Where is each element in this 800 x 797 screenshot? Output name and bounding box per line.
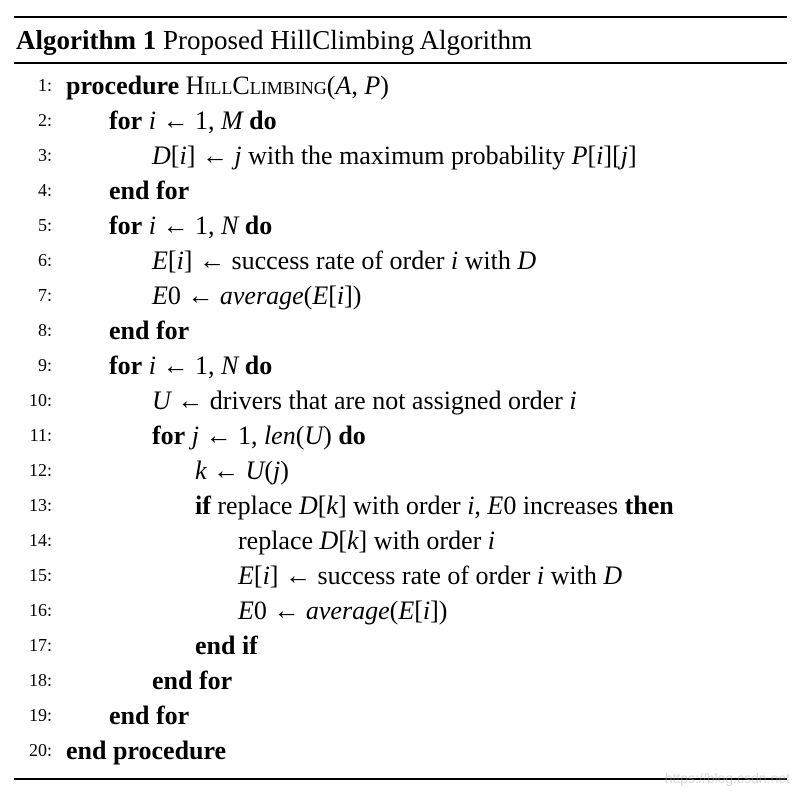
keyword: procedure bbox=[66, 71, 180, 100]
code-fragment: ] ← success rate of order bbox=[183, 246, 451, 275]
code-fragment: with bbox=[544, 561, 604, 590]
math-symbol: i bbox=[596, 141, 604, 170]
line-number: 12: bbox=[28, 460, 52, 480]
math-symbol: P bbox=[571, 141, 588, 170]
code-line bbox=[14, 593, 787, 628]
code-text bbox=[109, 103, 277, 138]
math-symbol: i bbox=[148, 351, 156, 380]
math-symbol: E bbox=[312, 281, 329, 310]
code-line bbox=[14, 698, 787, 733]
code-fragment: [ bbox=[170, 141, 180, 170]
code-text bbox=[238, 523, 495, 558]
keyword: if bbox=[195, 491, 211, 520]
line-number: 20: bbox=[28, 740, 52, 760]
code-text bbox=[195, 453, 289, 488]
math-symbol: i bbox=[467, 491, 475, 520]
line-number: 11: bbox=[29, 425, 52, 445]
code-text bbox=[109, 208, 272, 243]
math-symbol: average bbox=[219, 281, 304, 310]
math-symbol: U bbox=[304, 421, 324, 450]
caption-rule bbox=[14, 62, 787, 64]
code-fragment: ← 1, bbox=[155, 351, 221, 380]
math-symbol: i bbox=[148, 106, 156, 135]
code-text bbox=[152, 383, 577, 418]
code-fragment: replace bbox=[210, 491, 299, 520]
line-number: 18: bbox=[28, 670, 52, 690]
code-line bbox=[14, 383, 787, 418]
code-line bbox=[14, 488, 787, 523]
code-text bbox=[152, 663, 232, 698]
line-number: 2: bbox=[37, 110, 52, 130]
math-symbol: len bbox=[263, 421, 296, 450]
math-symbol: D bbox=[319, 526, 339, 555]
math-symbol: E bbox=[398, 596, 415, 625]
code-fragment: ( bbox=[326, 71, 336, 100]
code-fragment: , bbox=[474, 491, 488, 520]
code-fragment: ( bbox=[264, 456, 273, 485]
line-number: 1: bbox=[37, 75, 52, 95]
code-fragment: ] ← success rate of order bbox=[269, 561, 537, 590]
line-number: 17: bbox=[28, 635, 52, 655]
algorithm-title: Proposed HillClimbing Algorithm bbox=[162, 25, 533, 55]
watermark: https://blog.csdn.net bbox=[664, 770, 790, 786]
code-fragment: with bbox=[458, 246, 518, 275]
math-symbol: D bbox=[603, 561, 623, 590]
code-fragment: ( bbox=[389, 596, 399, 625]
code-text bbox=[152, 138, 637, 173]
keyword: end for bbox=[109, 316, 190, 345]
keyword: end if bbox=[195, 631, 258, 660]
line-number: 8: bbox=[37, 320, 52, 340]
code-fragment: ] bbox=[627, 141, 637, 170]
line-number: 10: bbox=[28, 390, 52, 410]
line-number: 5: bbox=[37, 215, 52, 235]
code-fragment: with the maximum probability bbox=[241, 141, 572, 170]
code-fragment: [ bbox=[253, 561, 263, 590]
keyword: do bbox=[249, 106, 277, 135]
code-line bbox=[14, 663, 787, 698]
code-fragment: ]) bbox=[430, 596, 448, 625]
code-fragment: 0 ← bbox=[253, 596, 306, 625]
math-symbol: E bbox=[238, 561, 254, 590]
code-text bbox=[238, 593, 447, 628]
code-fragment: [ bbox=[414, 596, 423, 625]
math-symbol: D bbox=[517, 246, 537, 275]
code-fragment: [ bbox=[317, 491, 327, 520]
code-line bbox=[14, 173, 787, 208]
code-text bbox=[152, 243, 536, 278]
code-fragment: ← bbox=[206, 456, 246, 485]
code-line bbox=[14, 103, 787, 138]
math-symbol: U bbox=[245, 456, 265, 485]
keyword: for bbox=[152, 421, 186, 450]
keyword: end for bbox=[152, 666, 233, 695]
math-symbol: k bbox=[195, 456, 207, 485]
keyword: for bbox=[109, 351, 143, 380]
math-symbol: D bbox=[152, 141, 171, 170]
code-text bbox=[152, 418, 366, 453]
code-fragment: ) bbox=[323, 421, 339, 450]
keyword: end for bbox=[109, 701, 190, 730]
math-symbol: k bbox=[326, 491, 338, 520]
code-line bbox=[14, 523, 787, 558]
code-fragment: ) bbox=[380, 71, 389, 100]
math-symbol: i bbox=[487, 526, 496, 555]
keyword: do bbox=[244, 211, 273, 240]
line-number: 3: bbox=[37, 145, 52, 165]
code-fragment: ( bbox=[303, 281, 313, 310]
keyword: for bbox=[109, 106, 143, 135]
math-symbol: N bbox=[220, 351, 239, 380]
math-symbol: E bbox=[152, 246, 168, 275]
line-number: 19: bbox=[28, 705, 52, 725]
code-line bbox=[14, 628, 787, 663]
keyword: do bbox=[244, 351, 273, 380]
top-rule bbox=[14, 16, 787, 18]
line-number: 9: bbox=[37, 355, 52, 375]
line-number: 16: bbox=[28, 600, 52, 620]
math-symbol: E bbox=[238, 596, 254, 625]
line-number: 14: bbox=[28, 530, 52, 550]
math-symbol: D bbox=[298, 491, 318, 520]
math-symbol: i bbox=[262, 561, 270, 590]
code-text bbox=[152, 278, 361, 313]
math-symbol: i bbox=[336, 281, 345, 310]
math-symbol: i bbox=[422, 596, 431, 625]
code-fragment: ← 1, bbox=[155, 211, 221, 240]
math-symbol: U bbox=[152, 386, 171, 415]
code-fragment: ] with order bbox=[337, 491, 468, 520]
line-number: 6: bbox=[37, 250, 52, 270]
code-line bbox=[14, 208, 787, 243]
math-symbol: k bbox=[347, 526, 359, 555]
code-line bbox=[14, 138, 787, 173]
code-text bbox=[66, 68, 389, 103]
math-symbol: E bbox=[152, 281, 168, 310]
code-fragment: 0 ← bbox=[167, 281, 220, 310]
code-text bbox=[109, 348, 272, 383]
code-fragment: ← 1, bbox=[155, 106, 221, 135]
algorithm-caption bbox=[16, 20, 532, 60]
code-fragment: ] with order bbox=[358, 526, 488, 555]
code-fragment: ]) bbox=[344, 281, 362, 310]
math-symbol: j bbox=[234, 141, 242, 170]
math-symbol: A bbox=[335, 71, 352, 100]
keyword: end for bbox=[109, 176, 190, 205]
code-fragment: [ bbox=[328, 281, 337, 310]
code-line bbox=[14, 348, 787, 383]
code-line bbox=[14, 313, 787, 348]
code-text bbox=[109, 313, 189, 348]
math-symbol: j bbox=[620, 141, 628, 170]
code-line bbox=[14, 243, 787, 278]
keyword: end procedure bbox=[66, 736, 227, 765]
code-fragment: ( bbox=[295, 421, 305, 450]
code-text bbox=[66, 733, 226, 768]
math-symbol: E bbox=[487, 491, 504, 520]
line-number: 15: bbox=[28, 565, 52, 585]
math-symbol: j bbox=[273, 456, 281, 485]
keyword: then bbox=[624, 491, 674, 520]
algorithm-block bbox=[14, 0, 787, 797]
math-symbol: i bbox=[450, 246, 459, 275]
math-symbol: P bbox=[364, 71, 381, 100]
code-fragment: replace bbox=[238, 526, 320, 555]
keyword: do bbox=[338, 421, 366, 450]
procedure-name: HillClimbing bbox=[185, 71, 327, 100]
code-fragment: [ bbox=[167, 246, 177, 275]
math-symbol: i bbox=[176, 246, 184, 275]
code-fragment: 0 increases bbox=[503, 491, 625, 520]
code-fragment: [ bbox=[338, 526, 347, 555]
code-fragment: ) bbox=[280, 456, 289, 485]
code-fragment: , bbox=[351, 71, 365, 100]
math-symbol: i bbox=[148, 211, 156, 240]
math-symbol: N bbox=[220, 211, 239, 240]
math-symbol: M bbox=[220, 106, 243, 135]
code-text bbox=[195, 628, 258, 663]
code-line bbox=[14, 68, 787, 103]
pseudocode-lines bbox=[14, 68, 787, 768]
code-fragment: ][ bbox=[603, 141, 621, 170]
line-number: 4: bbox=[37, 180, 52, 200]
code-text bbox=[109, 173, 189, 208]
code-line bbox=[14, 418, 787, 453]
code-line bbox=[14, 453, 787, 488]
math-symbol: average bbox=[305, 596, 390, 625]
code-fragment: ← drivers that are not assigned order bbox=[170, 386, 570, 415]
code-line bbox=[14, 733, 787, 768]
math-symbol: j bbox=[191, 421, 199, 450]
code-text bbox=[195, 488, 674, 523]
math-symbol: i bbox=[569, 386, 577, 415]
code-text bbox=[109, 698, 189, 733]
line-number: 7: bbox=[37, 285, 52, 305]
line-number: 13: bbox=[28, 495, 52, 515]
code-line bbox=[14, 278, 787, 313]
code-fragment: ← 1, bbox=[198, 421, 264, 450]
algorithm-label: Algorithm 1 bbox=[16, 25, 157, 55]
keyword: for bbox=[109, 211, 143, 240]
code-text bbox=[238, 558, 622, 593]
math-symbol: i bbox=[179, 141, 187, 170]
math-symbol: i bbox=[536, 561, 545, 590]
code-fragment: [ bbox=[587, 141, 597, 170]
code-fragment: ] ← bbox=[186, 141, 235, 170]
code-line bbox=[14, 558, 787, 593]
